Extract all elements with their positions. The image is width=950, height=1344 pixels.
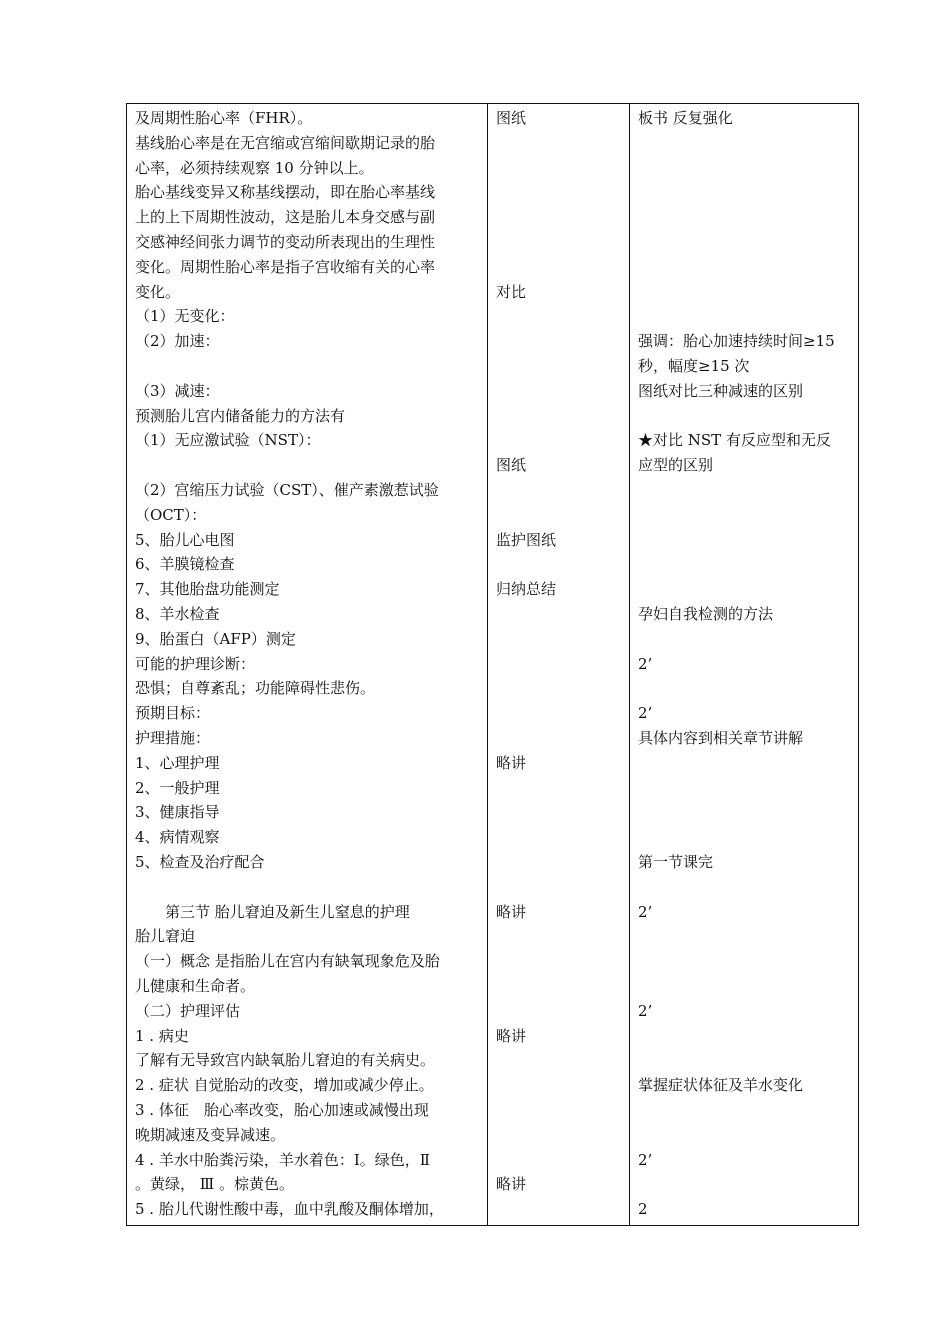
- content-line: 心率，必须持续观察 10 分钟以上。: [135, 158, 374, 177]
- content-line: 变化。周期性胎心率是指子宫收缩有关的心率: [135, 257, 436, 276]
- content-line: 基线胎心率是在无宫缩或宫缩间歇期记录的胎: [135, 133, 436, 152]
- method-line: 图纸: [496, 456, 527, 475]
- content-line: 晚期减速及变异减速。: [135, 1125, 286, 1144]
- content-line: 9、胎蛋白（AFP）测定: [135, 629, 296, 648]
- content-line: 3 . 体征 胎心率改变，胎心加速或减慢出现: [135, 1101, 429, 1119]
- notes-line: 秒，幅度≥15 次: [638, 357, 750, 375]
- method-line: 略讲: [496, 1026, 527, 1045]
- content-line: 3、健康指导: [135, 803, 220, 822]
- notes-line: 应型的区别: [638, 456, 714, 475]
- content-line: 5、检查及治疗配合: [135, 853, 265, 871]
- content-line: 胎心基线变异又称基线摆动，即在胎心率基线: [135, 183, 436, 202]
- notes-line: 2’: [638, 1001, 653, 1020]
- content-line: （二）护理评估: [135, 1001, 241, 1020]
- column-divider-2: [629, 104, 630, 1225]
- content-line: （2）加速：: [135, 332, 220, 351]
- content-line: 胎儿窘迫: [135, 927, 196, 946]
- content-line: （1）无应激试验（NST）：: [135, 431, 321, 450]
- notes-line: 孕妇自我检测的方法: [638, 605, 774, 623]
- content-line: 5、胎儿心电图: [135, 530, 235, 549]
- method-line: 略讲: [496, 753, 527, 772]
- content-line: 护理措施：: [135, 729, 211, 747]
- content-line: （一）概念 是指胎儿在宫内有缺氧现象危及胎: [135, 952, 440, 971]
- content-line: 预期目标：: [135, 704, 211, 723]
- method-line: 对比: [496, 282, 527, 301]
- content-line: 2、一般护理: [135, 778, 220, 797]
- content-line: （2）宫缩压力试验（CST）、催产素激惹试验: [135, 481, 439, 499]
- notes-line: 2’: [638, 704, 653, 723]
- content-line: 交感神经间张力调节的变动所表现出的生理性: [135, 233, 436, 251]
- content-line: 上的上下周期性波动，这是胎儿本身交感与副: [135, 208, 436, 227]
- notes-line: 2’: [638, 654, 653, 673]
- notes-line: 掌握症状体征及羊水变化: [638, 1076, 804, 1095]
- content-line: （1）无变化：: [135, 307, 235, 326]
- content-line: （3）减速：: [135, 381, 220, 400]
- notes-line: 板书 反复强化: [638, 109, 733, 127]
- content-line: 1、心理护理: [135, 753, 220, 772]
- content-line: 4、病情观察: [135, 828, 220, 847]
- method-line: 图纸: [496, 109, 527, 127]
- content-line: 及周期性胎心率（FHR）。: [135, 109, 313, 127]
- method-line: 归纳总结: [496, 580, 557, 599]
- lesson-plan-table: [126, 103, 859, 1226]
- notes-line: 2’: [638, 1150, 653, 1169]
- content-line: 1 . 病史: [135, 1026, 189, 1045]
- notes-line: 强调：胎心加速持续时间≥15: [638, 332, 835, 351]
- content-line: 恐惧；自尊紊乱；功能障碍性悲伤。: [135, 679, 376, 698]
- content-line: （OCT）：: [135, 505, 207, 524]
- content-line: 6、羊膜镜检查: [135, 555, 235, 574]
- notes-line: 第一节课完: [638, 853, 714, 871]
- notes-line: 2: [638, 1200, 648, 1219]
- content-line: 8、羊水检查: [135, 605, 220, 623]
- content-line: 儿健康和生命者。: [135, 977, 256, 995]
- notes-line: 图纸对比三种减速的区别: [638, 381, 804, 400]
- content-line: 第三节 胎儿窘迫及新生儿窒息的护理: [135, 902, 410, 921]
- content-line: 7、其他胎盘功能测定: [135, 580, 280, 599]
- content-line: 5 . 胎儿代谢性酸中毒，血中乳酸及酮体增加，: [135, 1200, 444, 1219]
- method-line: 监护图纸: [496, 530, 557, 549]
- notes-line: 具体内容到相关章节讲解: [638, 729, 804, 747]
- content-line: 可能的护理诊断：: [135, 654, 256, 673]
- content-line: 4 . 羊水中胎粪污染，羊水着色：Ⅰ。绿色，Ⅱ: [135, 1150, 430, 1169]
- content-line: 了解有无导致宫内缺氧胎儿窘迫的有关病史。: [135, 1051, 436, 1070]
- column-divider-1: [487, 104, 488, 1225]
- content-line: 变化。: [135, 282, 181, 301]
- notes-line: ★对比 NST 有反应型和无反: [638, 431, 831, 450]
- content-line: 。黄绿， Ⅲ 。棕黄色。: [135, 1175, 295, 1194]
- content-line: 2 . 症状 自觉胎动的改变，增加或减少停止。: [135, 1076, 434, 1095]
- content-line: 预测胎儿宫内储备能力的方法有: [135, 406, 346, 425]
- method-line: 略讲: [496, 1175, 527, 1194]
- notes-line: 2’: [638, 902, 653, 921]
- method-line: 略讲: [496, 902, 527, 921]
